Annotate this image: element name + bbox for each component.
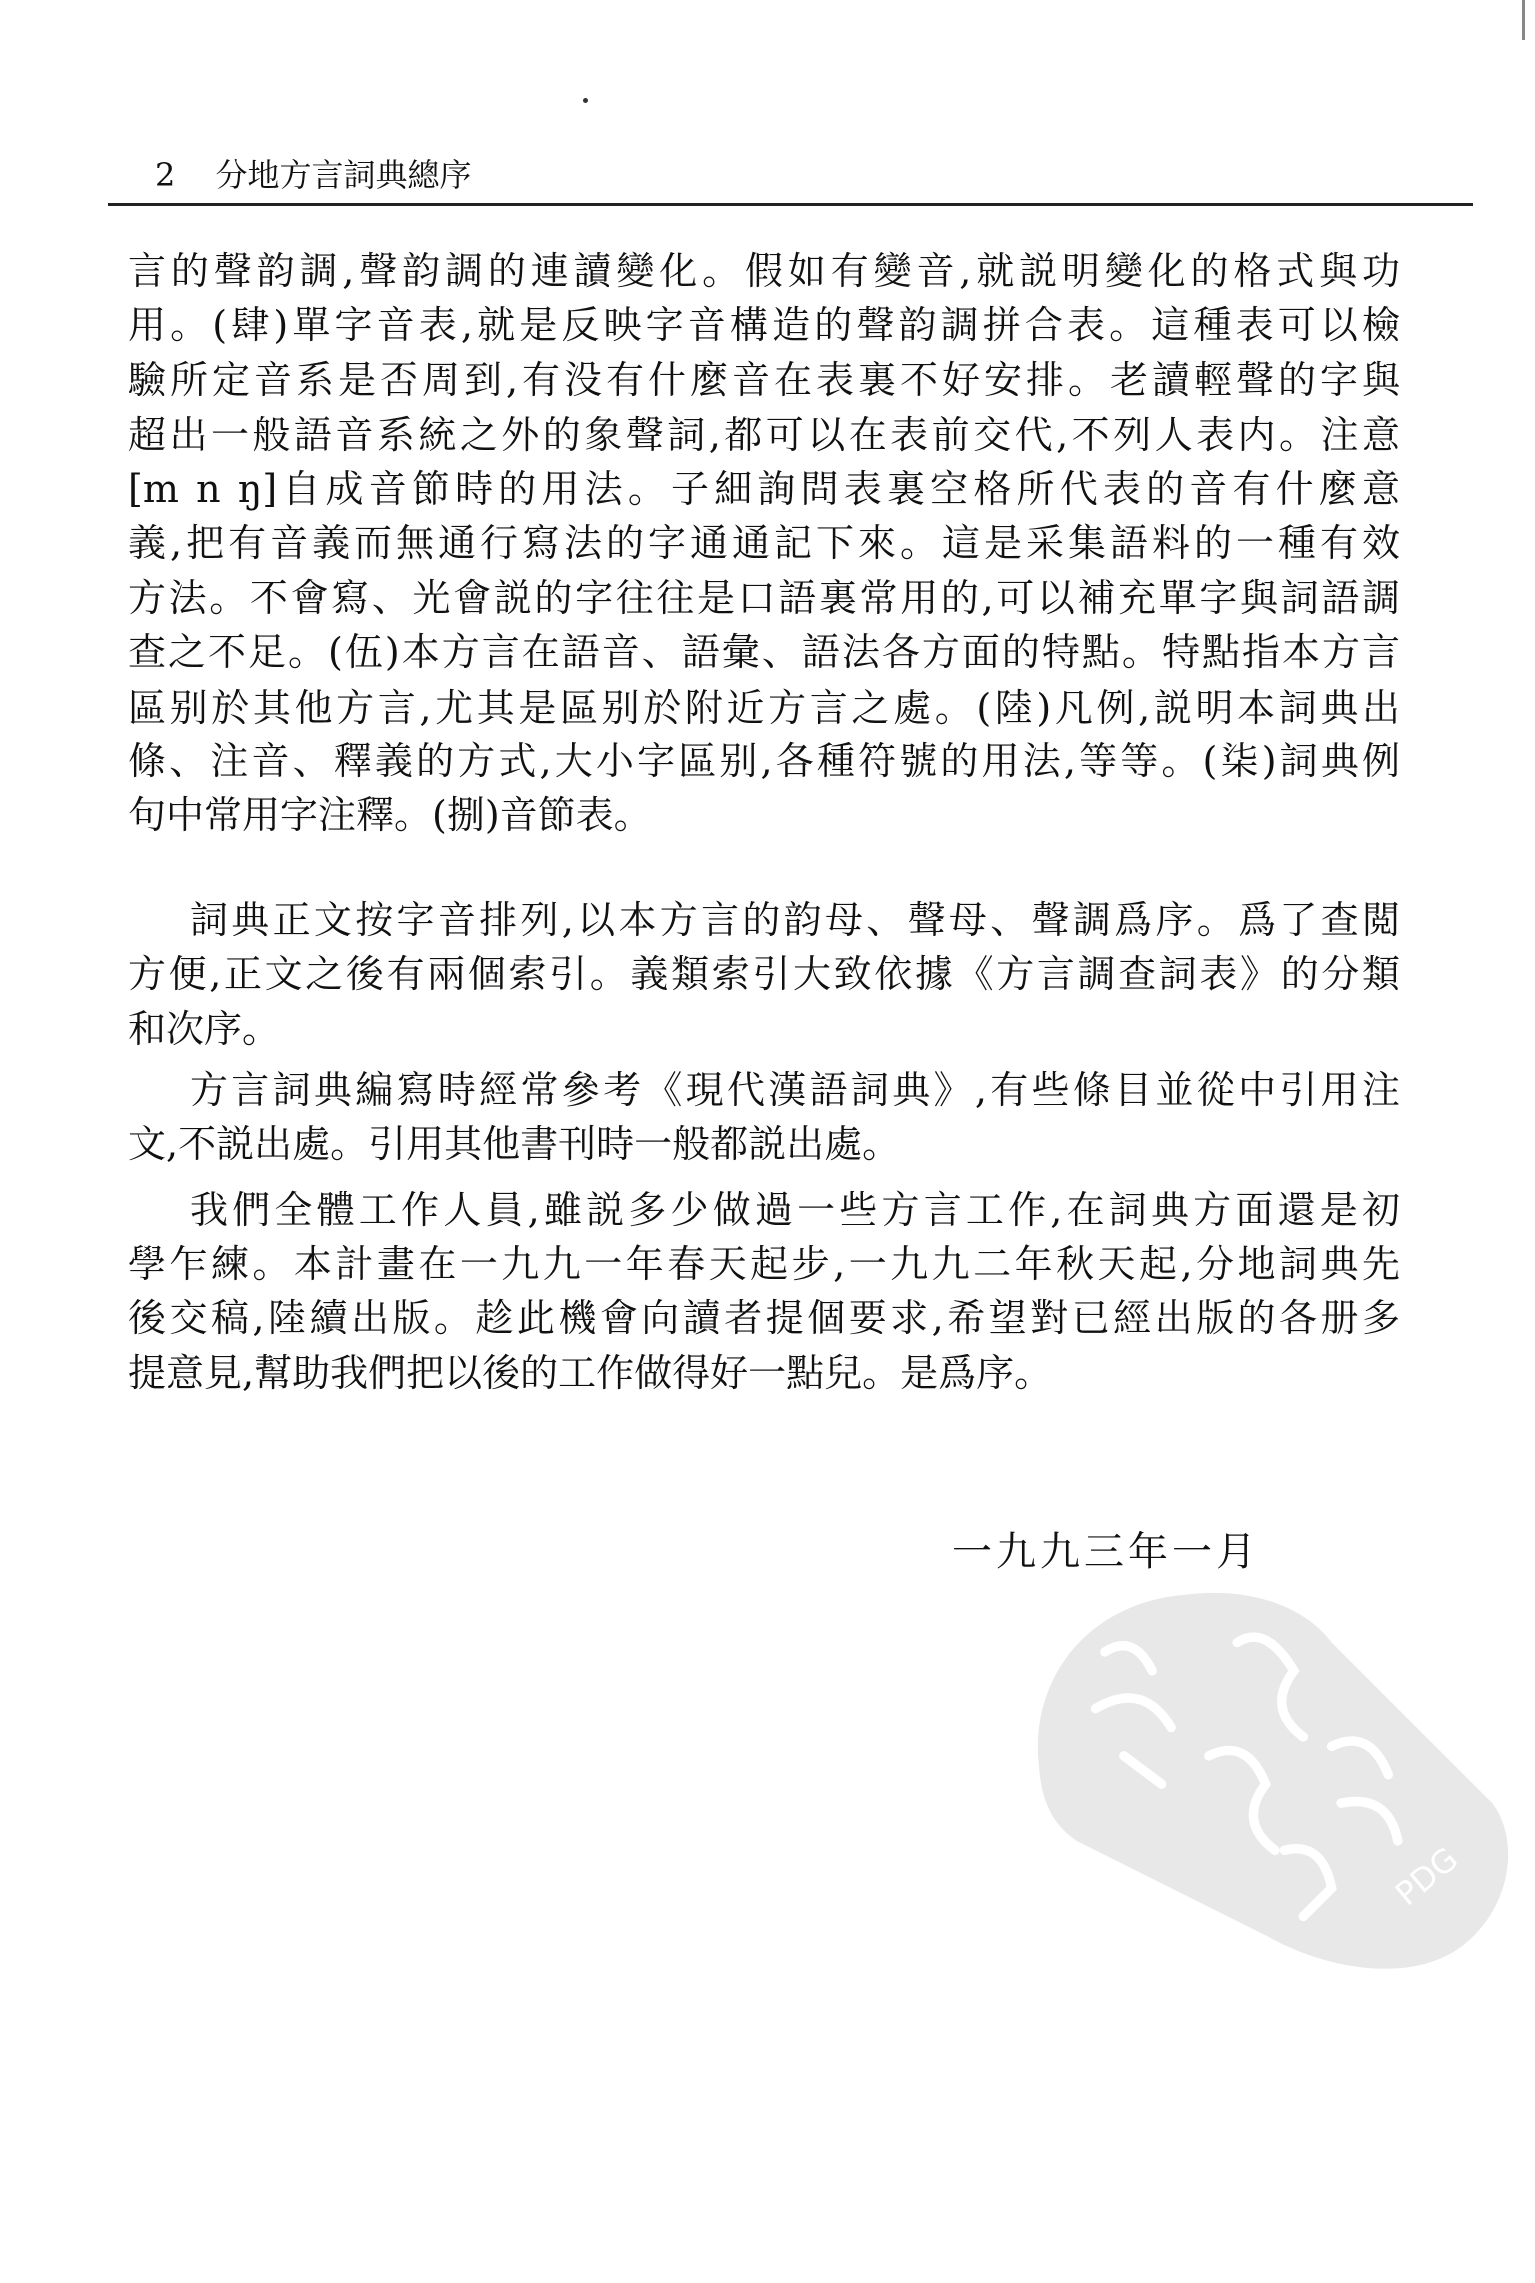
text-line: 提意見,幫助我們把以後的工作做得好一點兒。是爲序。 [128, 1351, 1053, 1395]
text-line: 用。(肆)單字音表,就是反映字音構造的聲韵調拼合表。這種表可以檢 [128, 303, 1400, 347]
running-header [155, 150, 472, 196]
text-line: 方言詞典編寫時經常參考《現代漢語詞典》,有些條目並從中引用注 [190, 1068, 1400, 1112]
date-signature: 一九九三年一月 [952, 1529, 1260, 1575]
text-line: 文,不説出處。引用其他書刊時一般都説出處。 [128, 1122, 901, 1166]
text-line: 條、注音、釋義的方式,大小字區别,各種符號的用法,等等。(柒)詞典例 [128, 739, 1400, 783]
text-line: 和次序。 [128, 1007, 281, 1051]
text-line: 後交稿,陸續出版。趁此機會向讀者提個要求,希望對已經出版的各册多 [128, 1296, 1400, 1340]
header-rule [108, 203, 1473, 206]
text-line: 超出一般語音系統之外的象聲詞,都可以在表前交代,不列人表内。注意 [128, 413, 1400, 457]
text-line: 方便,正文之後有兩個索引。義類索引大致依據《方言調查詞表》的分類 [128, 952, 1400, 996]
text-line: 詞典正文按字音排列,以本方言的韵母、聲母、聲調爲序。爲了查閲 [190, 898, 1400, 942]
text-line: [m n ŋ]自成音節時的用法。子細詢問表裏空格所代表的音有什麼意 [128, 467, 1400, 511]
text-line: 句中常用字注釋。(捌)音節表。 [128, 793, 652, 837]
text-line: 方法。不會寫、光會説的字往往是口語裏常用的,可以補充單字與詞語調 [128, 576, 1400, 620]
text-line: 言的聲韵調,聲韵調的連讀變化。假如有變音,就説明變化的格式與功 [128, 249, 1400, 293]
text-line: 區别於其他方言,尤其是區别於附近方言之處。(陸)凡例,説明本詞典出 [128, 686, 1400, 730]
text-line: 學乍練。本計畫在一九九一年春天起步,一九九二年秋天起,分地詞典先 [128, 1242, 1400, 1286]
page-edge-mark [1522, 0, 1525, 40]
text-line: 驗所定音系是否周到,有没有什麼音在表裏不好安排。老讀輕聲的字與 [128, 358, 1400, 402]
text-line: 我們全體工作人員,雖説多少做過一些方言工作,在詞典方面還是初 [190, 1188, 1400, 1232]
text-line: 查之不足。(伍)本方言在語音、語彙、語法各方面的特點。特點指本方言 [128, 630, 1400, 674]
header-title: 分地方言詞典總序 [215, 156, 472, 194]
watermark-stamp [1020, 1560, 1530, 1980]
text-line: 義,把有音義而無通行寫法的字通通記下來。這是采集語料的一種有效 [128, 521, 1400, 565]
watermark-text: PDG [1387, 1839, 1466, 1914]
speck [583, 98, 588, 103]
page-number: 2 [155, 156, 176, 194]
